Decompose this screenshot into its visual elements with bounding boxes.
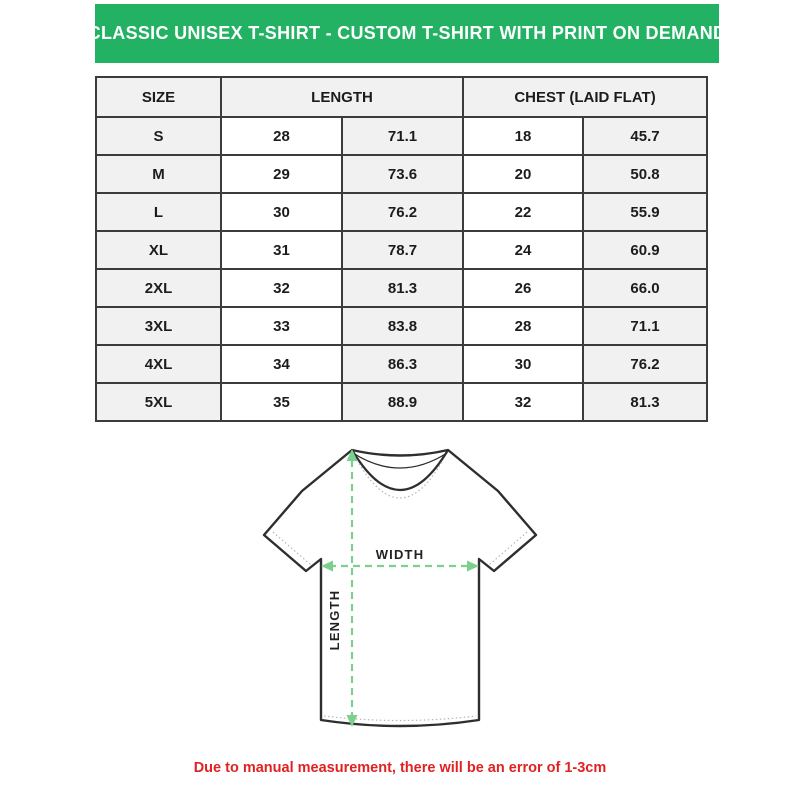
width-label: WIDTH [375,547,425,562]
chest-in-cell: 32 [463,383,583,421]
length-cm-cell: 83.8 [342,307,463,345]
length-in-cell: 34 [221,345,342,383]
tshirt-diagram-svg [240,428,560,748]
measurement-error-note: Due to manual measurement, there will be an error of 1-3cm [193,760,607,776]
chest-in-cell: 26 [463,269,583,307]
length-cm-cell: 78.7 [342,231,463,269]
chest-in-cell: 22 [463,193,583,231]
length-cm-cell: 88.9 [342,383,463,421]
length-in-cell: 30 [221,193,342,231]
length-in-cell: 32 [221,269,342,307]
table-row [96,117,707,155]
length-cm-cell: 86.3 [342,345,463,383]
chest-cm-cell: 50.8 [583,155,707,193]
length-cm-cell: 76.2 [342,193,463,231]
chest-cm-cell: 60.9 [583,231,707,269]
col-header-size: SIZE [96,77,221,117]
length-cm-cell: 81.3 [342,269,463,307]
header-row [96,77,707,117]
chest-in-cell: 28 [463,307,583,345]
chest-in-cell: 24 [463,231,583,269]
table-row [96,193,707,231]
chest-cm-cell: 81.3 [583,383,707,421]
size-chart-body [96,117,707,421]
col-header-length: LENGTH [221,77,463,117]
table-row [96,383,707,421]
size-chart-header [96,77,707,117]
length-in-cell: 31 [221,231,342,269]
chest-cm-cell: 76.2 [583,345,707,383]
length-in-cell: 29 [221,155,342,193]
size-cell: M [96,155,221,193]
size-chart-table [95,76,708,422]
length-label: LENGTH [327,589,342,651]
tshirt-outline-icon [264,450,536,726]
chest-in-cell: 30 [463,345,583,383]
size-chart-container [95,76,708,422]
size-cell: 2XL [96,269,221,307]
col-header-chest: CHEST (LAID FLAT) [463,77,707,117]
length-in-cell: 35 [221,383,342,421]
size-cell: 4XL [96,345,221,383]
product-title-banner [87,4,727,63]
size-cell: 3XL [96,307,221,345]
page-title: CLASSIC UNISEX T-SHIRT - CUSTOM T-SHIRT WITH PRINT ON DEMAND [87,23,727,43]
size-cell: XL [96,231,221,269]
size-cell: 5XL [96,383,221,421]
size-cell: L [96,193,221,231]
length-in-cell: 33 [221,307,342,345]
chest-cm-cell: 66.0 [583,269,707,307]
length-in-cell: 28 [221,117,342,155]
size-cell: S [96,117,221,155]
tshirt-diagram [240,428,560,748]
table-row [96,269,707,307]
table-row [96,231,707,269]
table-row [96,345,707,383]
table-row [96,307,707,345]
chest-in-cell: 18 [463,117,583,155]
table-row [96,155,707,193]
chest-cm-cell: 55.9 [583,193,707,231]
length-cm-cell: 73.6 [342,155,463,193]
chest-cm-cell: 71.1 [583,307,707,345]
chest-cm-cell: 45.7 [583,117,707,155]
length-cm-cell: 71.1 [342,117,463,155]
chest-in-cell: 20 [463,155,583,193]
